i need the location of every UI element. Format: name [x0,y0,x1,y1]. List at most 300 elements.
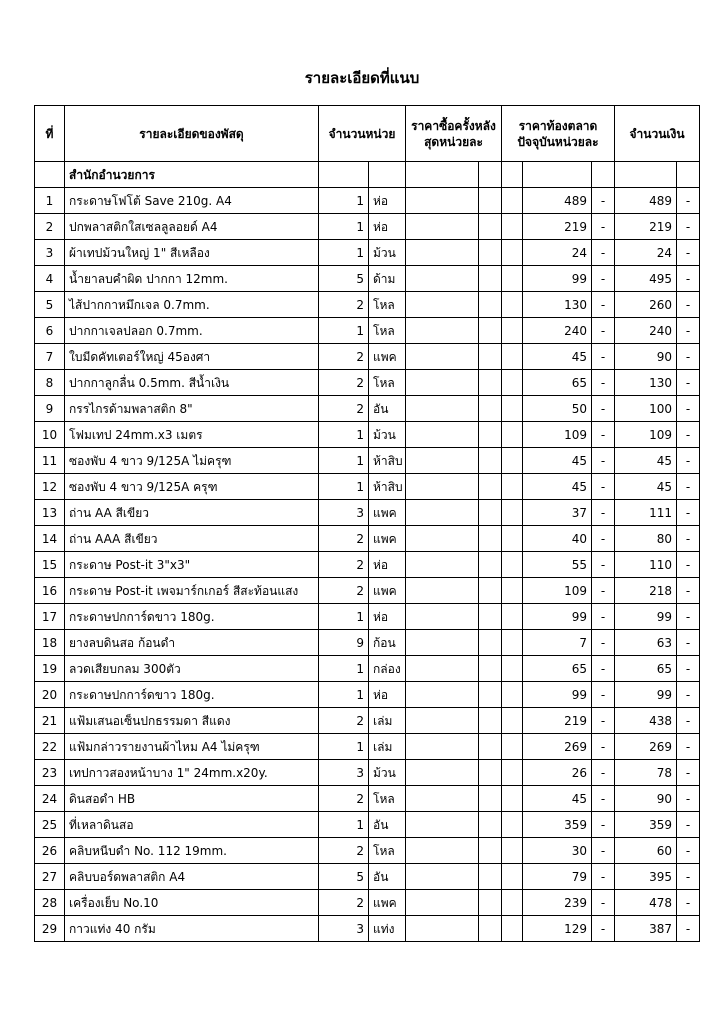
amount: 110 [615,552,677,578]
item-unit: อัน [369,396,406,422]
amount-fraction: - [677,916,700,942]
market-price: 65 [523,656,592,682]
market-price-fraction: - [592,682,615,708]
market-price-fraction: - [592,318,615,344]
market-price-spacer [502,396,523,422]
last-purchase-price-fraction [479,240,502,266]
market-price-fraction: - [592,396,615,422]
amount: 90 [615,786,677,812]
item-unit: ห่อ [369,552,406,578]
table-row [35,526,700,552]
last-purchase-price-fraction [479,890,502,916]
header-description: รายละเอียดของพัสดุ [65,106,319,162]
item-description: ซองพับ 4 ขาว 9/125A ครุฑ [65,474,319,500]
table-row [35,448,700,474]
amount: 387 [615,916,677,942]
market-price: 99 [523,682,592,708]
amount: 80 [615,526,677,552]
amount-fraction: - [677,526,700,552]
row-number: 29 [35,916,65,942]
item-quantity: 2 [319,396,369,422]
items-table [34,105,700,942]
market-price-spacer [502,292,523,318]
market-price-fraction: - [592,500,615,526]
market-price: 65 [523,370,592,396]
market-price-spacer [502,422,523,448]
last-purchase-price-fraction [479,422,502,448]
amount: 65 [615,656,677,682]
item-unit: อัน [369,864,406,890]
market-price-spacer [502,448,523,474]
last-purchase-price-fraction [479,552,502,578]
amount-fraction: - [677,240,700,266]
row-number: 23 [35,760,65,786]
last-purchase-price-fraction [479,708,502,734]
last-purchase-price-fraction [479,734,502,760]
amount-fraction: - [677,396,700,422]
last-purchase-price [406,266,479,292]
market-price-fraction: - [592,474,615,500]
amount: 395 [615,864,677,890]
item-unit: ห่อ [369,214,406,240]
market-price-fraction: - [592,526,615,552]
table-row [35,344,700,370]
last-purchase-price [406,344,479,370]
last-purchase-price-fraction [479,396,502,422]
market-price: 99 [523,604,592,630]
market-price: 30 [523,838,592,864]
amount-fraction: - [677,864,700,890]
row-number: 13 [35,500,65,526]
item-unit: ห้าสิบ [369,448,406,474]
last-purchase-price-fraction [479,292,502,318]
market-price-spacer [502,838,523,864]
last-purchase-price [406,188,479,214]
amount-fraction: - [677,214,700,240]
table-row [35,890,700,916]
header-market-price: ราคาท้องตลาดปัจจุบันหน่วยละ [502,106,615,162]
market-price-spacer [502,786,523,812]
table-row [35,396,700,422]
last-purchase-price [406,318,479,344]
amount-fraction: - [677,838,700,864]
amount: 438 [615,708,677,734]
item-description: กระดาษ Post-it 3"x3" [65,552,319,578]
item-quantity: 3 [319,500,369,526]
amount-fraction: - [677,188,700,214]
row-number: 11 [35,448,65,474]
item-description: ที่เหลาดินสอ [65,812,319,838]
item-description: ปากกาลูกลื่น 0.5mm. สีน้ำเงิน [65,370,319,396]
item-description: เทปกาวสองหน้าบาง 1" 24mm.x20y. [65,760,319,786]
amount: 78 [615,760,677,786]
amount-fraction: - [677,604,700,630]
item-unit: โหล [369,370,406,396]
row-number: 26 [35,838,65,864]
row-number: 21 [35,708,65,734]
amount: 99 [615,682,677,708]
market-price-fraction: - [592,188,615,214]
market-price-spacer [502,240,523,266]
table-row [35,838,700,864]
row-number: 18 [35,630,65,656]
market-price-fraction: - [592,734,615,760]
table-row [35,760,700,786]
item-quantity: 2 [319,526,369,552]
item-description: ปากกาเจลปลอก 0.7mm. [65,318,319,344]
market-price-spacer [502,708,523,734]
table-row [35,266,700,292]
market-price-spacer [502,812,523,838]
row-number: 20 [35,682,65,708]
market-price-fraction: - [592,656,615,682]
item-description: เครื่องเย็บ No.10 [65,890,319,916]
amount: 495 [615,266,677,292]
header-row [35,106,700,162]
item-quantity: 2 [319,708,369,734]
row-number: 5 [35,292,65,318]
amount: 45 [615,448,677,474]
item-description: คลิบบอร์ดพลาสติก A4 [65,864,319,890]
amount-fraction: - [677,890,700,916]
amount: 269 [615,734,677,760]
market-price-spacer [502,682,523,708]
item-quantity: 1 [319,188,369,214]
market-price-fraction: - [592,370,615,396]
last-purchase-price [406,890,479,916]
item-description: ถ่าน AAA สีเขียว [65,526,319,552]
item-quantity: 2 [319,370,369,396]
table-row [35,604,700,630]
item-quantity: 2 [319,578,369,604]
amount-fraction: - [677,760,700,786]
table-row [35,786,700,812]
last-purchase-price-fraction [479,214,502,240]
market-price-fraction: - [592,630,615,656]
amount: 99 [615,604,677,630]
amount: 478 [615,890,677,916]
last-purchase-price-fraction [479,656,502,682]
market-price-fraction: - [592,864,615,890]
last-purchase-price-fraction [479,578,502,604]
market-price-spacer [502,344,523,370]
item-unit: แพค [369,500,406,526]
amount: 24 [615,240,677,266]
market-price-fraction: - [592,214,615,240]
last-purchase-price [406,292,479,318]
item-description: กระดาษโฟโต้ Save 210g. A4 [65,188,319,214]
last-purchase-price-fraction [479,682,502,708]
last-purchase-price [406,474,479,500]
amount-fraction: - [677,448,700,474]
item-unit: ห่อ [369,188,406,214]
market-price: 269 [523,734,592,760]
table-row [35,734,700,760]
last-purchase-price-fraction [479,916,502,942]
last-purchase-price [406,786,479,812]
row-number: 16 [35,578,65,604]
market-price-fraction: - [592,578,615,604]
section-row [35,162,700,188]
last-purchase-price [406,500,479,526]
market-price: 359 [523,812,592,838]
amount: 45 [615,474,677,500]
amount-fraction: - [677,318,700,344]
item-quantity: 2 [319,344,369,370]
market-price-fraction: - [592,292,615,318]
item-unit: อัน [369,812,406,838]
table-row [35,682,700,708]
item-unit: โหล [369,318,406,344]
last-purchase-price-fraction [479,760,502,786]
market-price-spacer [502,526,523,552]
section-title: สำนักอำนวยการ [65,162,319,188]
amount-fraction: - [677,630,700,656]
item-quantity: 1 [319,422,369,448]
row-number: 12 [35,474,65,500]
last-purchase-price [406,916,479,942]
row-number: 3 [35,240,65,266]
market-price-spacer [502,474,523,500]
amount: 489 [615,188,677,214]
amount-fraction: - [677,786,700,812]
item-description: ลวดเสียบกลม 300ตัว [65,656,319,682]
last-purchase-price [406,214,479,240]
item-quantity: 2 [319,786,369,812]
table-row [35,812,700,838]
last-purchase-price [406,448,479,474]
item-description: กระดาษปกการ์ดขาว 180g. [65,682,319,708]
market-price: 55 [523,552,592,578]
item-description: ดินสอดำ HB [65,786,319,812]
market-price: 240 [523,318,592,344]
last-purchase-price [406,656,479,682]
market-price-spacer [502,864,523,890]
last-purchase-price [406,604,479,630]
market-price-fraction: - [592,890,615,916]
row-number: 24 [35,786,65,812]
item-description: ปกพลาสติกใสเซลลูลอยด์ A4 [65,214,319,240]
item-description: กรรไกรด้ามพลาสติก 8" [65,396,319,422]
table-row [35,474,700,500]
last-purchase-price [406,708,479,734]
amount-fraction: - [677,370,700,396]
last-purchase-price [406,760,479,786]
market-price-spacer [502,604,523,630]
item-unit: ก้อน [369,630,406,656]
last-purchase-price-fraction [479,786,502,812]
last-purchase-price [406,240,479,266]
row-number: 19 [35,656,65,682]
item-quantity: 1 [319,474,369,500]
item-unit: แพค [369,578,406,604]
market-price: 45 [523,448,592,474]
item-unit: กล่อง [369,656,406,682]
market-price-spacer [502,318,523,344]
last-purchase-price-fraction [479,864,502,890]
row-number: 4 [35,266,65,292]
market-price-spacer [502,760,523,786]
amount-fraction: - [677,266,700,292]
amount: 100 [615,396,677,422]
item-unit: แพค [369,344,406,370]
row-number: 2 [35,214,65,240]
item-quantity: 1 [319,656,369,682]
item-quantity: 5 [319,864,369,890]
market-price-fraction: - [592,786,615,812]
last-purchase-price-fraction [479,448,502,474]
item-unit: โหล [369,786,406,812]
amount: 90 [615,344,677,370]
item-description: ถ่าน AA สีเขียว [65,500,319,526]
item-quantity: 1 [319,734,369,760]
item-unit: ด้าม [369,266,406,292]
document-title: รายละเอียดที่แนบ [304,69,420,87]
amount: 260 [615,292,677,318]
amount-fraction: - [677,422,700,448]
market-price-spacer [502,552,523,578]
market-price-fraction: - [592,604,615,630]
market-price: 40 [523,526,592,552]
last-purchase-price [406,422,479,448]
item-quantity: 2 [319,552,369,578]
item-quantity: 2 [319,292,369,318]
amount: 359 [615,812,677,838]
market-price: 130 [523,292,592,318]
item-quantity: 1 [319,318,369,344]
row-number: 9 [35,396,65,422]
table-row [35,214,700,240]
table-row [35,552,700,578]
item-unit: ม้วน [369,422,406,448]
item-quantity: 1 [319,604,369,630]
table-row [35,370,700,396]
market-price: 129 [523,916,592,942]
amount-fraction: - [677,552,700,578]
last-purchase-price-fraction [479,838,502,864]
market-price: 109 [523,578,592,604]
header-amount: จำนวนเงิน [615,106,700,162]
item-quantity: 1 [319,682,369,708]
amount-fraction: - [677,578,700,604]
row-number: 28 [35,890,65,916]
item-unit: โหล [369,292,406,318]
row-number: 7 [35,344,65,370]
item-unit: ห่อ [369,682,406,708]
market-price: 239 [523,890,592,916]
market-price-spacer [502,214,523,240]
market-price-fraction: - [592,240,615,266]
market-price-fraction: - [592,812,615,838]
last-purchase-price [406,370,479,396]
item-unit: แพค [369,890,406,916]
market-price: 26 [523,760,592,786]
market-price-spacer [502,656,523,682]
amount-fraction: - [677,734,700,760]
market-price-spacer [502,890,523,916]
item-quantity: 1 [319,448,369,474]
amount: 219 [615,214,677,240]
market-price: 24 [523,240,592,266]
last-purchase-price-fraction [479,370,502,396]
market-price-spacer [502,188,523,214]
table-row [35,188,700,214]
item-unit: แพค [369,526,406,552]
item-quantity: 9 [319,630,369,656]
item-unit: ม้วน [369,760,406,786]
last-purchase-price-fraction [479,604,502,630]
row-number: 14 [35,526,65,552]
market-price-spacer [502,500,523,526]
table-row [35,318,700,344]
last-purchase-price [406,838,479,864]
market-price: 45 [523,474,592,500]
last-purchase-price [406,578,479,604]
last-purchase-price [406,630,479,656]
market-price: 109 [523,422,592,448]
amount: 218 [615,578,677,604]
row-number: 15 [35,552,65,578]
item-quantity: 2 [319,838,369,864]
table-row [35,630,700,656]
row-number: 27 [35,864,65,890]
item-description: แฟ้มเสนอเซ็นปกธรรมดา สีแดง [65,708,319,734]
item-description: กระดาษปกการ์ดขาว 180g. [65,604,319,630]
item-description: กระดาษ Post-it เพจมาร์กเกอร์ สีสะท้อนแสง [65,578,319,604]
item-description: ไส้ปากกาหมึกเจล 0.7mm. [65,292,319,318]
last-purchase-price [406,682,479,708]
market-price-fraction: - [592,838,615,864]
amount-fraction: - [677,292,700,318]
market-price-spacer [502,916,523,942]
table-row [35,422,700,448]
item-description: กาวแท่ง 40 กรัม [65,916,319,942]
market-price-fraction: - [592,266,615,292]
last-purchase-price-fraction [479,474,502,500]
item-unit: แท่ง [369,916,406,942]
item-unit: เล่ม [369,708,406,734]
item-description: โฟมเทป 24mm.x3 เมตร [65,422,319,448]
table-row [35,292,700,318]
item-quantity: 1 [319,240,369,266]
market-price: 219 [523,708,592,734]
row-number: 10 [35,422,65,448]
item-unit: เล่ม [369,734,406,760]
header-last-purchase-price: ราคาซื้อครั้งหลังสุดหน่วยละ [406,106,502,162]
amount-fraction: - [677,344,700,370]
last-purchase-price [406,396,479,422]
item-quantity: 5 [319,266,369,292]
market-price: 37 [523,500,592,526]
row-number: 8 [35,370,65,396]
market-price-spacer [502,266,523,292]
table-row [35,916,700,942]
amount-fraction: - [677,682,700,708]
row-number: 22 [35,734,65,760]
item-description: คลิบหนีบดำ No. 112 19mm. [65,838,319,864]
item-description: ใบมีดคัทเตอร์ใหญ่ 45องศา [65,344,319,370]
last-purchase-price-fraction [479,812,502,838]
market-price-spacer [502,578,523,604]
amount: 63 [615,630,677,656]
header-no: ที่ [35,106,65,162]
row-number: 1 [35,188,65,214]
row-number: 17 [35,604,65,630]
market-price-fraction: - [592,552,615,578]
market-price-spacer [502,370,523,396]
market-price: 50 [523,396,592,422]
market-price-spacer [502,630,523,656]
